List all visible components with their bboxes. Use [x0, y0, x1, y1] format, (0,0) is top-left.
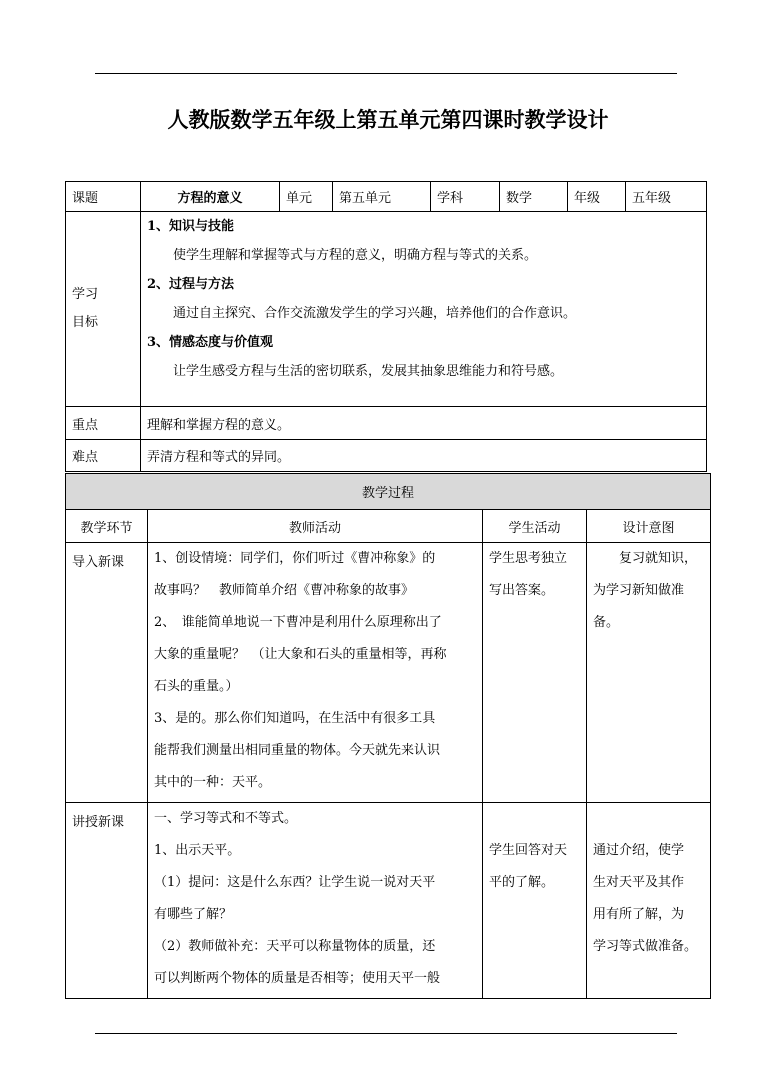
objectives-label-line-2: 目标 — [72, 315, 99, 330]
subject-value: 数学 — [500, 182, 568, 212]
intro-teacher-line: 3、是的。那么你们知道吗，在生活中有很多工具 — [154, 711, 436, 726]
objective-heading-attitude: 3、情感态度与价值观 — [147, 335, 274, 350]
teach-intent-line: 生对天平及其作 — [593, 875, 685, 890]
intro-teacher-line: 大象的重量呢？ （让大象和石头的重量相等，再称 — [154, 647, 447, 662]
teach-intent-line: 通过介绍，使学 — [593, 843, 685, 858]
objective-text-knowledge: 使学生理解和掌握等式与方程的意义，明确方程与等式的关系。 — [173, 248, 538, 263]
intro-teacher-line: 2、 谁能简单地说一下曹冲是利用什么原理称出了 — [154, 615, 442, 630]
unit-label: 单元 — [280, 182, 333, 212]
unit-value: 第五单元 — [333, 182, 431, 212]
grade-value: 五年级 — [626, 182, 707, 212]
teach-teacher-line: 1、出示天平。 — [154, 843, 241, 858]
lesson-info-table — [65, 181, 707, 472]
teach-teacher-line: （2）教师做补充：天平可以称量物体的质量，还 — [154, 939, 436, 954]
objectives-label — [66, 212, 141, 407]
teach-student-activity — [483, 803, 587, 999]
teach-teacher-line: 有哪些了解？ — [154, 907, 233, 922]
objective-text-process: 通过自主探究、合作交流激发学生的学习兴趣，培养他们的合作意识。 — [173, 306, 577, 321]
col-header-stage: 教学环节 — [66, 510, 148, 543]
objectives-label-line-1: 学习 — [72, 287, 99, 302]
difficulty-label: 难点 — [66, 440, 141, 472]
objectives-content — [141, 212, 707, 407]
col-header-student: 学生活动 — [483, 510, 587, 543]
process-header: 教学过程 — [66, 474, 711, 510]
objective-text-attitude: 让学生感受方程与生活的密切联系，发展其抽象思维能力和符号感。 — [173, 364, 564, 379]
key-point-text: 理解和掌握方程的意义。 — [141, 407, 707, 440]
teach-teacher-line: 可以判断两个物体的质量是否相等；使用天平一般 — [154, 971, 441, 986]
teach-teacher-line: （1）提问：这是什么东西？让学生说一说对天平 — [154, 875, 436, 890]
intro-teacher-line: 故事吗？ 教师简单介绍《曹冲称象的故事》 — [154, 583, 415, 598]
intro-teacher-line: 其中的一种：天平。 — [154, 775, 272, 790]
objective-heading-knowledge: 1、知识与技能 — [147, 219, 235, 234]
intro-student-line: 写出答案。 — [489, 583, 555, 598]
lesson-value: 方程的意义 — [141, 182, 280, 212]
intro-design-intent — [587, 543, 711, 803]
intro-teacher-line: 石头的重量。） — [154, 679, 239, 694]
grade-label: 年级 — [568, 182, 626, 212]
intro-student-activity — [483, 543, 587, 803]
intro-intent-line: 复习就知识， — [593, 551, 698, 566]
intro-stage: 导入新课 — [66, 543, 148, 803]
teach-design-intent — [587, 803, 711, 999]
intro-intent-line: 为学习新知做准 — [593, 583, 685, 598]
difficulty-text: 弄清方程和等式的异同。 — [141, 440, 707, 472]
lesson-label: 课题 — [66, 182, 141, 212]
teach-student-line: 学生回答对天 — [489, 843, 568, 858]
intro-teacher-line: 能帮我们测量出相同重量的物体。今天就先来认识 — [154, 743, 441, 758]
intro-teacher-line: 1、创设情境：同学们，你们听过《曹冲称象》的 — [154, 551, 436, 566]
key-point-label: 重点 — [66, 407, 141, 440]
teach-teacher-line: 一、学习等式和不等式。 — [154, 811, 298, 826]
intro-intent-line: 备。 — [593, 615, 620, 630]
intro-teacher-activity — [148, 543, 483, 803]
col-header-teacher: 教师活动 — [148, 510, 483, 543]
header-rule — [95, 73, 677, 74]
teach-intent-line: 学习等式做准备。 — [593, 939, 698, 954]
intro-student-line: 学生思考独立 — [489, 551, 568, 566]
teaching-process-table — [65, 473, 711, 999]
teach-student-line: 平的了解。 — [489, 875, 555, 890]
page-title: 人教版数学五年级上第五单元第四课时教学设计 — [167, 108, 609, 132]
teach-stage: 讲授新课 — [66, 803, 148, 999]
objective-heading-process: 2、过程与方法 — [147, 277, 235, 292]
col-header-intent: 设计意图 — [587, 510, 711, 543]
teach-teacher-activity — [148, 803, 483, 999]
footer-rule — [95, 1033, 677, 1034]
teach-intent-line: 用有所了解，为 — [593, 907, 685, 922]
subject-label: 学科 — [431, 182, 500, 212]
